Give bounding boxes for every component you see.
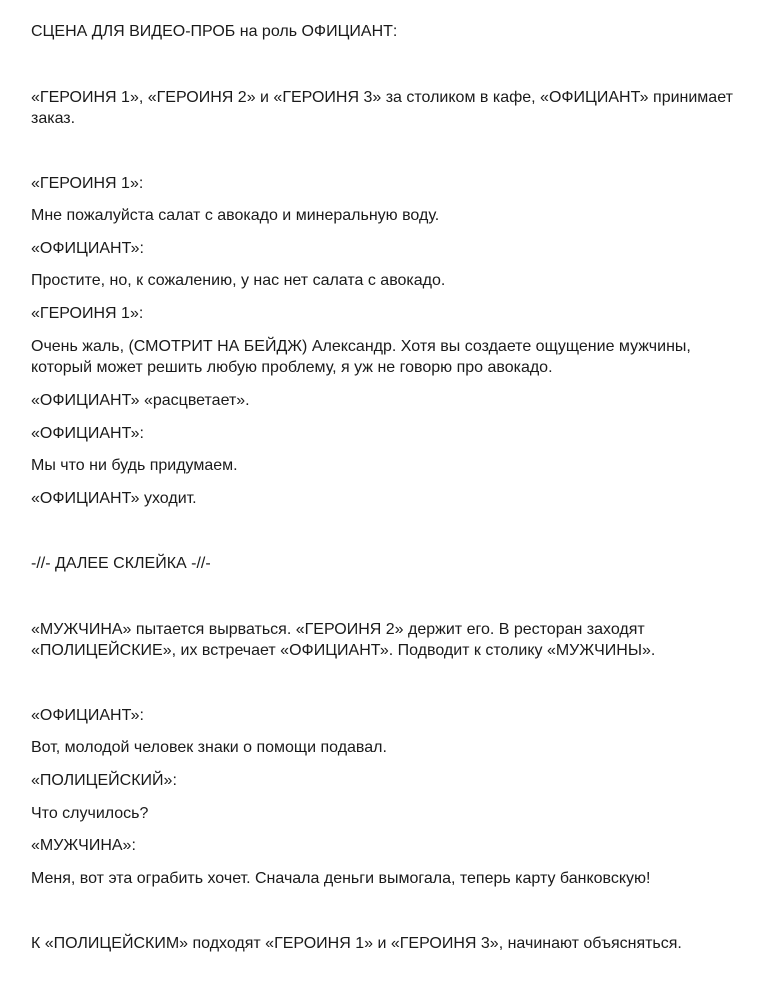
dialogue-line: Простите, но, к сожалению, у нас нет салата с авокадо. xyxy=(31,272,446,289)
dialogue-line: Что случилось? xyxy=(31,805,149,822)
scene-setting: «МУЖЧИНА» пытается вырваться. «ГЕРОИНЯ 2» держит его. В ресторан заходят «ПОЛИЦЕЙСКИЕ», их встречает «ОФИЦИАНТ». Подводит к столику «МУЖЧИНЫ». xyxy=(31,621,656,659)
dialogue-line: Мы что ни будь придумаем. xyxy=(31,457,238,474)
speaker-label: «ОФИЦИАНТ»: xyxy=(31,240,144,257)
scene-title: СЦЕНА ДЛЯ ВИДЕО-ПРОБ на роль ОФИЦИАНТ: xyxy=(31,23,398,40)
dialogue-line: Очень жаль, (СМОТРИТ НА БЕЙДЖ) Александр. Хотя вы создаете ощущение мужчины, который может решить любую проблему, я уж не говорю про авокадо. xyxy=(31,338,691,376)
dialogue-line: Меня, вот эта ограбить хочет. Сначала деньги вымогала, теперь карту банковскую! xyxy=(31,870,651,887)
stage-direction: «ОФИЦИАНТ» «расцветает». xyxy=(31,392,250,409)
cut-note: -//- ДАЛЕЕ СКЛЕЙКА -//- xyxy=(31,555,211,572)
speaker-label: «ОФИЦИАНТ»: xyxy=(31,707,144,724)
dialogue-line: Вот, молодой человек знаки о помощи подавал. xyxy=(31,739,387,756)
scene-setting: «ГЕРОИНЯ 1», «ГЕРОИНЯ 2» и «ГЕРОИНЯ 3» за столиком в кафе, «ОФИЦИАНТ» принимает заказ. xyxy=(31,89,733,127)
speaker-label: «МУЖЧИНА»: xyxy=(31,837,136,854)
dialogue-line: Мне пожалуйста салат с авокадо и минеральную воду. xyxy=(31,207,440,224)
speaker-label: «ГЕРОИНЯ 1»: xyxy=(31,175,144,192)
stage-direction: «ОФИЦИАНТ» уходит. xyxy=(31,490,197,507)
stage-direction: К «ПОЛИЦЕЙСКИМ» подходят «ГЕРОИНЯ 1» и «ГЕРОИНЯ 3», начинают объясняться. xyxy=(31,935,682,952)
speaker-label: «ОФИЦИАНТ»: xyxy=(31,425,144,442)
speaker-label: «ГЕРОИНЯ 1»: xyxy=(31,305,144,322)
speaker-label: «ПОЛИЦЕЙСКИЙ»: xyxy=(31,772,177,789)
